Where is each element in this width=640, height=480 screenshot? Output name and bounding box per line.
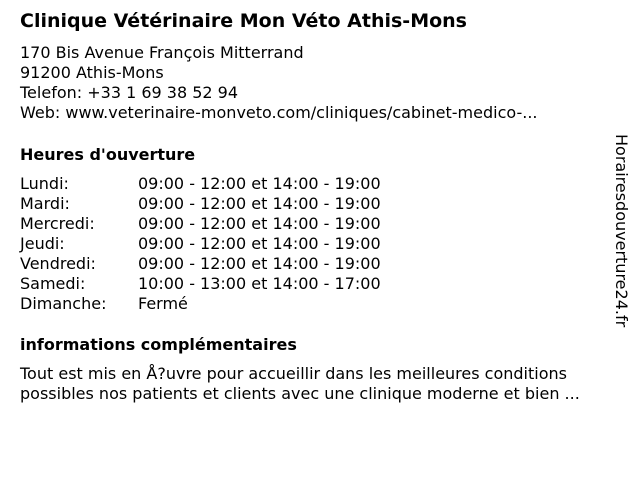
opening-hours-heading: Heures d'ouverture [20,145,196,164]
hours-row [20,174,381,194]
hours-value: 09:00 - 12:00 et 14:00 - 19:00 [138,194,381,213]
day-label: Jeudi: [20,234,65,253]
opening-hours-table [20,174,381,314]
address-street: 170 Bis Avenue François Mitterrand [20,43,304,62]
day-label: Vendredi: [20,254,96,273]
hours-value: 09:00 - 12:00 et 14:00 - 19:00 [138,234,381,253]
hours-value: 09:00 - 12:00 et 14:00 - 19:00 [138,214,381,233]
hours-row [20,294,381,314]
hours-value: 09:00 - 12:00 et 14:00 - 19:00 [138,174,381,193]
day-label: Mardi: [20,194,70,213]
info-line: Tout est mis en Å?uvre pour accueillir dans les meilleures conditions [20,364,567,383]
hours-row [20,214,381,234]
hours-row [20,234,381,254]
hours-row [20,274,381,294]
day-label: Lundi: [20,174,69,193]
hours-value: 09:00 - 12:00 et 14:00 - 19:00 [138,254,381,273]
info-line: possibles nos patients et clients avec une clinique moderne et bien ... [20,384,580,403]
hours-value: 10:00 - 13:00 et 14:00 - 17:00 [138,274,381,293]
day-label: Samedi: [20,274,86,293]
additional-info-text [20,364,580,404]
hours-row [20,254,381,274]
hours-row [20,194,381,214]
phone-number: Telefon: +33 1 69 38 52 94 [20,83,239,102]
site-watermark: Horairesdouverture24.fr [612,134,631,328]
address-city: 91200 Athis-Mons [20,63,164,82]
clinic-contact [20,43,538,123]
hours-value: Fermé [138,294,188,313]
website-link[interactable]: Web: www.veterinaire-monveto.com/cliniques/cabinet-medico-... [20,103,538,122]
day-label: Mercredi: [20,214,95,233]
day-label: Dimanche: [20,294,107,313]
additional-info-heading: informations complémentaires [20,335,297,354]
clinic-name: Clinique Vétérinaire Mon Véto Athis-Mons [20,10,467,32]
